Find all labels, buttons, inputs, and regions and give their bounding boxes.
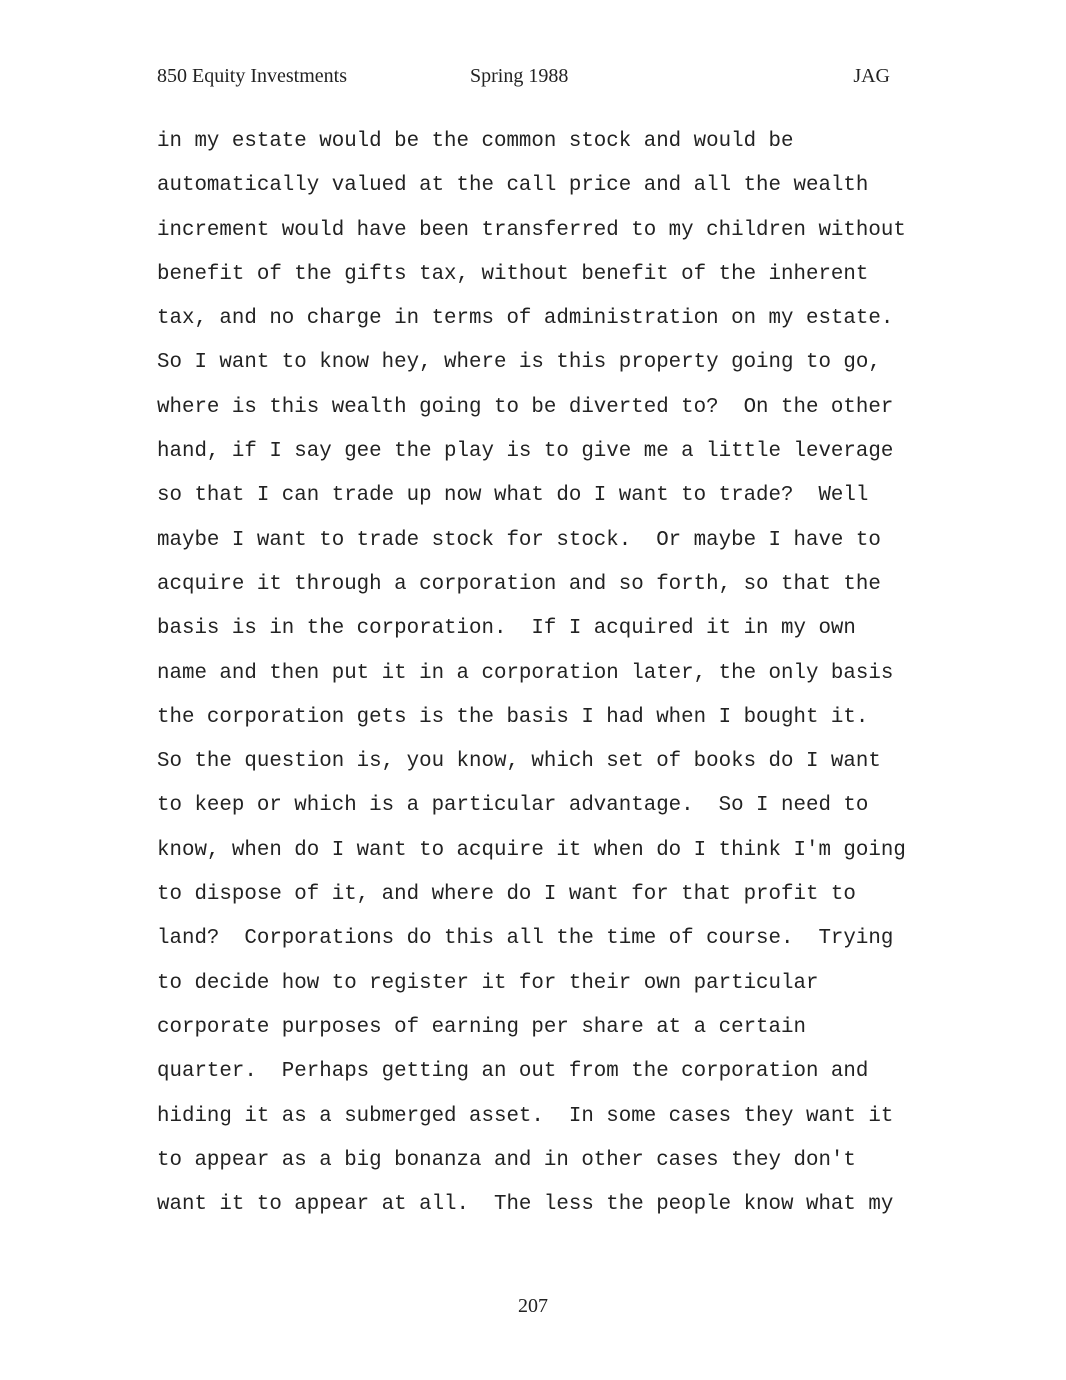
text-line: quarter. Perhaps getting an out from the corporation and [157, 1060, 869, 1084]
transcript-body [157, 120, 937, 1227]
text-line: name and then put it in a corporation later, the only basis [157, 661, 894, 685]
text-line: So the question is, you know, which set of books do I want [157, 750, 881, 774]
text-line: acquire it through a corporation and so forth, so that the [157, 572, 881, 596]
text-line: to keep or which is a particular advantage. So I need to [157, 794, 869, 818]
text-line: So I want to know hey, where is this property going to go, [157, 351, 881, 375]
text-line: the corporation gets is the basis I had when I bought it. [157, 705, 869, 729]
text-line: where is this wealth going to be diverted to? On the other [157, 395, 894, 419]
text-line: corporate purposes of earning per share at a certain [157, 1015, 806, 1039]
page-number: 207 [518, 1295, 548, 1317]
header-term: Spring 1988 [470, 65, 569, 87]
text-line: tax, and no charge in terms of administration on my estate. [157, 307, 894, 331]
page-header [157, 62, 890, 90]
text-line: maybe I want to trade stock for stock. Or maybe I have to [157, 528, 881, 552]
text-line: benefit of the gifts tax, without benefit of the inherent [157, 262, 869, 286]
text-line: to appear as a big bonanza and in other cases they don't [157, 1148, 856, 1172]
text-line: in my estate would be the common stock and would be [157, 130, 794, 153]
text-line: basis is in the corporation. If I acquired it in my own [157, 617, 856, 641]
text-line: hand, if I say gee the play is to give me a little leverage [157, 440, 894, 464]
text-line: so that I can trade up now what do I want to trade? Well [157, 484, 869, 508]
text-line: want it to appear at all. The less the people know what my [157, 1193, 894, 1217]
text-line: automatically valued at the call price and all the wealth [157, 174, 869, 198]
header-author-initials: JAG [853, 65, 890, 87]
text-line: hiding it as a submerged asset. In some cases they want it [157, 1104, 894, 1128]
header-course-title: 850 Equity Investments [157, 65, 347, 87]
text-line: land? Corporations do this all the time of course. Trying [157, 927, 894, 951]
text-line: increment would have been transferred to my children without [157, 218, 906, 242]
text-line: to dispose of it, and where do I want for that profit to [157, 883, 856, 907]
text-line: know, when do I want to acquire it when do I think I'm going [157, 838, 906, 862]
text-line: to decide how to register it for their own particular [157, 971, 819, 995]
